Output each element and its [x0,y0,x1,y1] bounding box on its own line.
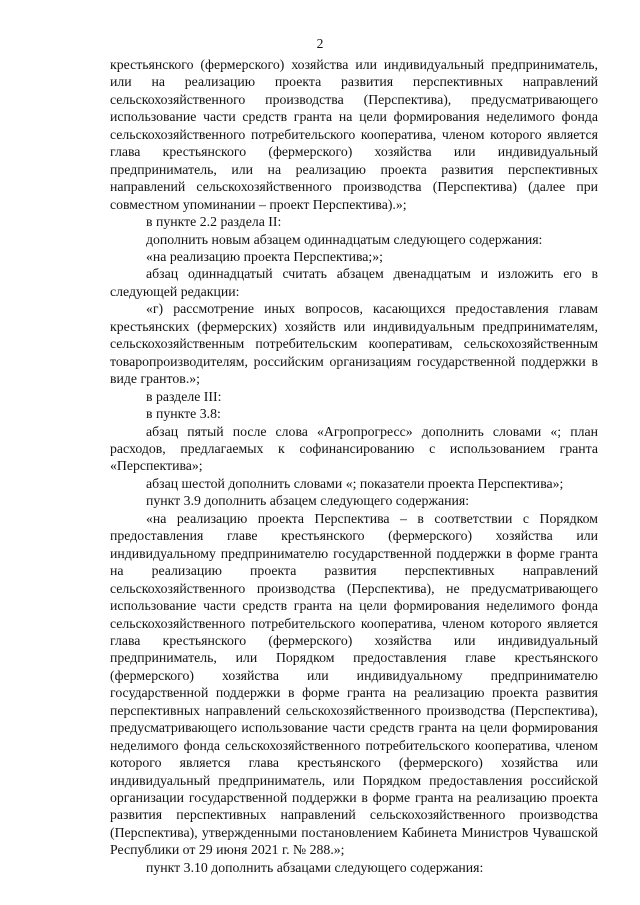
document-body [110,56,598,876]
paragraph-2: в пункте 2.2 раздела II: [146,214,282,230]
paragraph-4: «на реализацию проекта Перспектива;»; [146,248,383,264]
paragraph-9: абзац пятый после слова «Агропрогресс» дополнить словами «; план расходов, предлагаемых к софинансированию с использованием гранта «Перспектива»; [110,423,598,474]
paragraph-3: дополнить новым абзацем одиннадцатым следующего содержания: [146,231,543,247]
paragraph-12: «на реализацию проекта Перспектива – в соответствии с Порядком предоставления главе крестьянского (фермерского) хозяйства или индивидуальному предпринимателю государственной поддержки в форме гранта на реализацию проекта развития перспективных направлений сельскохозяйственного производства (Перспектива), не предусматривающего использование части средств гранта на цели формирования неделимого фонда сельскохозяйственного потребительского кооператива, членом которого является глава крестьянского (фермерского) хозяйства или индивидуальный предприниматель, или Порядком предоставления главе крестьянского (фермерского) хозяйства или индивидуальному предпринимателю государственной поддержки в форме гранта на реализацию проекта развития перспективных направлений сельскохозяйственного производства (Перспектива), предусматривающего использование части средств гранта на цели формирования неделимого фонда сельскохозяйственного потребительского кооператива, членом которого является глава крестьянского (фермерского) хозяйства или индивидуальный предприниматель, или Порядком предоставления российской организации государственной поддержки в форме гранта на реализацию проекта развития перспективных направлений сельскохозяйственного производства (Перспектива), утвержденными постановлением Кабинета Министров Чувашской Республики от 29 июня 2021 г. № 288.»; [110,510,598,858]
paragraph-13: пункт 3.10 дополнить абзацами следующего содержания: [146,859,484,875]
paragraph-6: «г) рассмотрение иных вопросов, касающихся предоставления главам крестьянских (фермерских) хозяйств или индивидуальным предпринимателям, сельскохозяйственным потребительским кооперативам, сельскохозяйственным товаропроизводителям, российским организациям государственной поддержки в виде грантов.»; [110,301,598,387]
paragraph-8: в пункте 3.8: [146,406,221,422]
page-number: 2 [316,36,324,51]
paragraph-7: в разделе III: [146,388,222,404]
paragraph-11: пункт 3.9 дополнить абзацем следующего содержания: [146,493,470,509]
paragraph-1: крестьянского (фермерского) хозяйства или индивидуальный предприниматель, или на реализацию проекта развития перспективных направлений сельскохозяйственного производства (Перспектива), предусматривающего использование части средств гранта на цели формирования неделимого фонда сельскохозяйственного потребительского кооператива, членом которого является глава крестьянского (фермерского) хозяйства или индивидуальный предприниматель, или на реализацию проекта развития перспективных направлений сельскохозяйственного производства (Перспектива) (далее при совместном упоминании – проект Перспектива).»; [110,57,598,212]
paragraph-5: абзац одиннадцатый считать абзацем двенадцатым и изложить его в следующей редакции: [110,266,598,299]
paragraph-10: абзац шестой дополнить словами «; показатели проекта Перспектива»; [146,475,564,491]
